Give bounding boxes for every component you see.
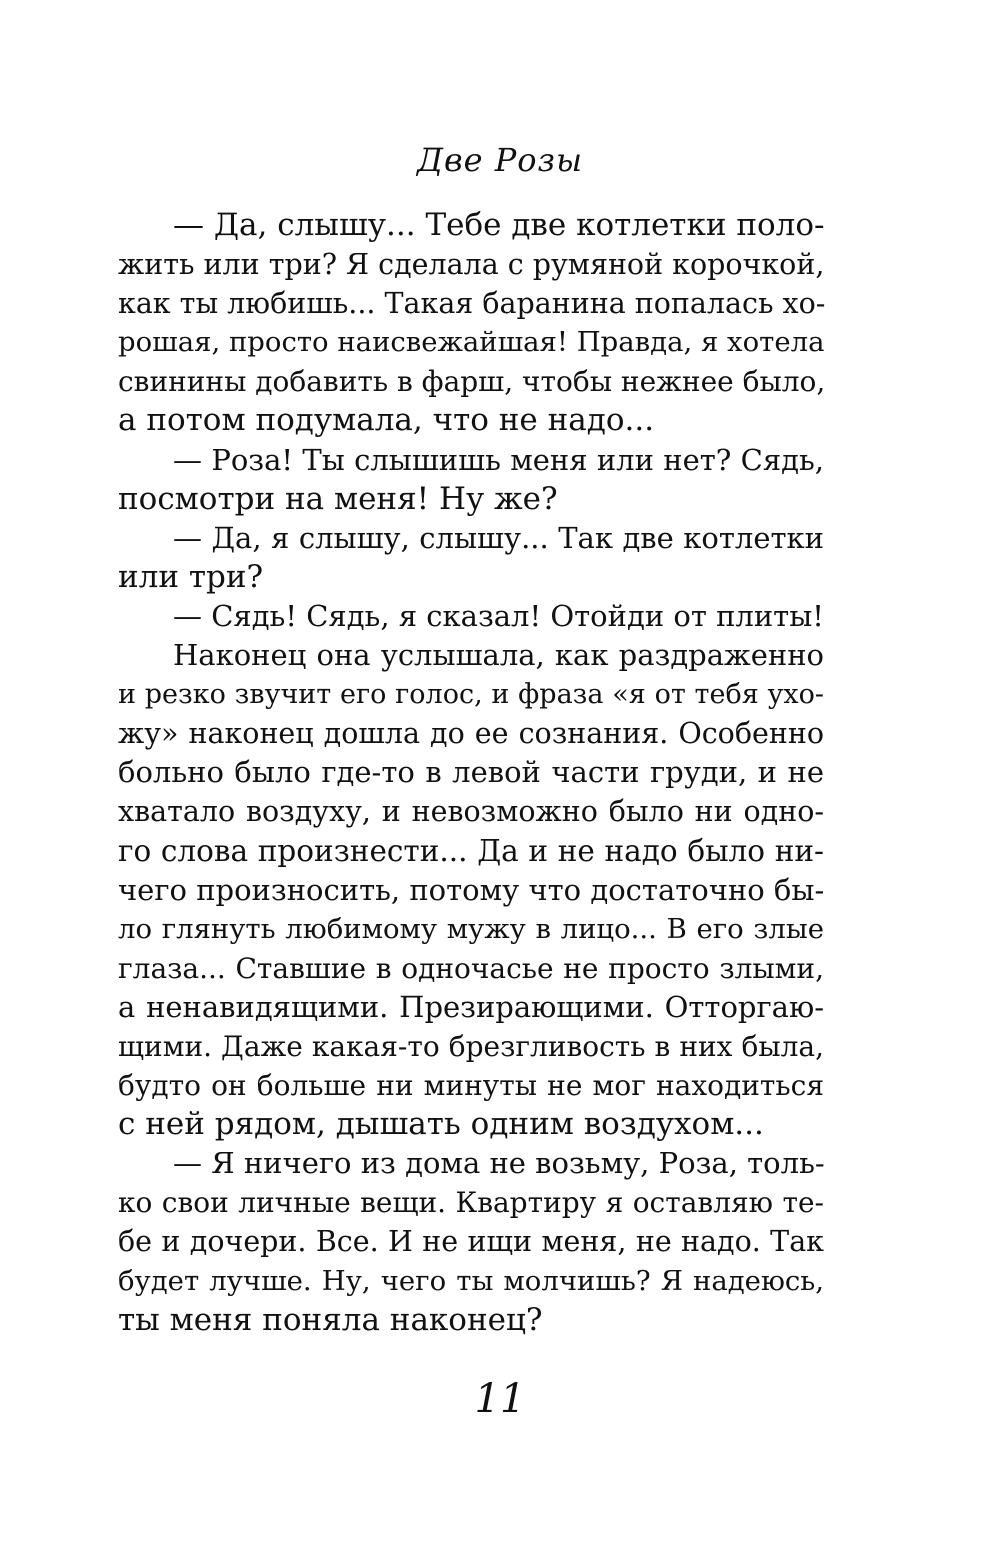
text-line: жить или три? Я сделала с румяной корочкой, [118,248,825,282]
text-line: будет лучше. Ну, чего ты молчишь? Я надеюсь, [118,1264,824,1297]
text-line: — Роза! Ты слышишь меня или нет? Сядь, [173,442,824,477]
text-line: — Я ничего из дома не возьму, Роза, толь- [173,1146,825,1181]
body-text [118,206,824,1340]
text-line: и резко звучит его голос, и фраза «я от тебя ухо- [118,679,824,711]
text-line: бе и дочери. Все. И не ищи меня, не надо. Так [118,1225,824,1259]
text-line: ло глянуть любимому мужу в лицо... В его злые [118,912,824,945]
text-line: щими. Даже какая-то брезгливость в них была, [118,1029,824,1063]
text-line: а ненавидящими. Презирающими. Отторгаю- [118,989,824,1024]
text-line: жу» наконец дошла до ее сознания. Особенно [118,717,824,751]
text-line: а потом подумала, что не надо... [118,402,655,439]
text-line: больно было где-то в левой части груди, и не [118,755,824,790]
text-line: рошая, просто наисвежайшая! Правда, я хотела [118,326,825,359]
running-head-title: Две Розы [416,141,584,179]
text-line: го слова произнести... Да и не надо было ни- [118,833,824,868]
text-line: ко свои личные вещи. Квартиру я оставляю те- [118,1186,824,1220]
text-line: — Да, слышу... Тебе две котлетки поло- [173,207,825,243]
text-line: глаза... Ставшие в одночасье не просто злыми, [118,951,824,985]
text-line: как ты любишь... Такая баранина попалась хо- [118,287,826,321]
text-line: хватало воздуху, и невозможно было ни одно- [118,795,824,829]
text-line: — Да, я слышу, слышу... Так две котлетки [173,520,824,555]
text-line: свинины добавить в фарш, чтобы нежнее было, [118,365,826,399]
page-number: 11 [474,1376,526,1422]
text-line: или три? [118,558,264,595]
text-line: посмотри на меня! Ну же? [118,480,558,517]
text-line: будто он больше ни минуты не мог находиться [118,1069,824,1103]
text-line: с ней рядом, дышать одним воздухом... [118,1106,764,1143]
text-line: чего произносить, потому что достаточно бы- [118,872,825,907]
text-line: Наконец она услышала, как раздраженно [173,638,824,673]
text-line: ты меня поняла наконец? [118,1301,543,1338]
text-line: — Сядь! Сядь, я сказал! Отойди от плиты! [173,598,824,633]
